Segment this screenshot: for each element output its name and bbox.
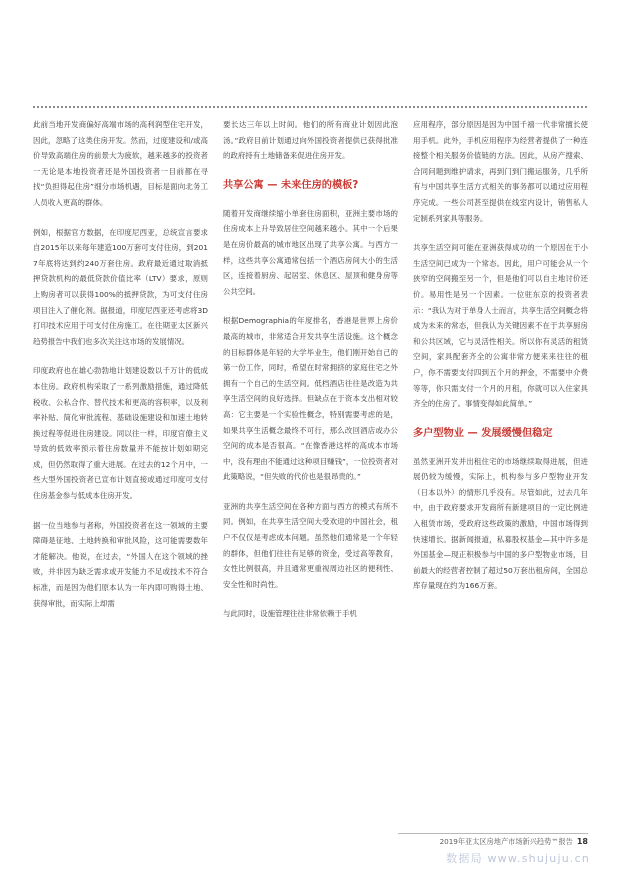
page-number: 18	[576, 837, 588, 846]
body-paragraph: 虽然亚洲开发并出租住宅的市场继续取得进展，但进展仍较为缓慢，实际上，机构参与多户型物业开发（日本以外）的情形几乎没有。尽管如此，过去几年中，由于政府要求开发商所有新建项目的一定比例进入租赁市场，受政府这些政策的激励，中国市场得到快速增长。据新闻报道，私募股权基金—其中许多是外国基金—现正积极参与中国的多户型物业市场，目前最大的经营者控制了超过50万套出租房间，全国总库存量现在约为166万套。	[413, 456, 588, 591]
watermark-text: 数据局 www.shujuju.cn	[446, 852, 590, 865]
body-paragraph: 据一位当地参与者称，外国投资者在这一领域的主要障碍是征地、土地转换和审批风险，这可能需要数年才能解决。他说，在过去，“外国人在这个领域的挫败，并非因为缺乏需求或开发能力不足或技术不符合标准，而是因为他们原本认为一年内即可购得土地、获得审批，而实际上却需	[33, 520, 208, 608]
footer-rule	[398, 833, 588, 834]
section-heading: 共享公寓 — 未来住房的模板?	[223, 179, 359, 191]
body-paragraph: 要长达三年以上时间。他们的所有商业计划因此泡汤。”政府目前计划通过向外国投资者提供已获得批准的政府持有土地储备来促进住房开发。	[223, 120, 398, 161]
page-footer	[440, 837, 588, 847]
section-heading: 多户型物业 — 发展缓慢但稳定	[413, 427, 553, 439]
body-paragraph: 根据Demographia的年度排名，香港是世界上房价最高的城市，非常适合开发共享生活设施。这个概念的目标群体是年轻的大学毕业生，他们刚开始自己的第一份工作，同时，希望在时常拥挤的家庭住宅之外拥有一个自己的生活空间。低档酒店往往是改造为共享生活空间的良好选择。但缺点在于资本支出相对较高：它主要是一个实验性概念，特别需要考虑的是，如果共享生活概念最终不可行，那么改回酒店或办公空间的成本是否很高。“在像香港这样的高成本市场中，没有理由不能通过这种项目赚钱”，一位投资者对此策略说，“但失败的代价也是很昂贵的。”	[223, 316, 398, 482]
header-dotted-rule	[33, 106, 587, 108]
body-paragraph: 共享生活空间可能在亚洲获得成功的一个原因在于小生活空间已成为一个常态。因此，用户可能会从一个狭窄的空间搬至另一个，但是他们可以自主地讨价还价。易用性是另一个因素。一位驻东京的投资者表示：“我认为对于单身人士而言，共享生活空间概念将成为未来的常态，但我认为关键因素不在于共享厨房和公共区域，它与灵活性相关。所以你有灵活的租赁空间，家具配套齐全的公寓非常方便来来往往的租户，你不需要支付四到五个月的押金，不需要中介费等等，你只需支付一个月的月租，你就可以入住家具齐全的住房了。事情变得如此简单。”	[413, 243, 588, 409]
text-column-3	[413, 117, 588, 608]
text-column-1	[33, 117, 208, 625]
body-paragraph: 此前当地开发商偏好高端市场的高利润型住宅开发，因此，忽略了这类住房开发。然而，过度建设和/或高价导致高端住房的前景大为疲软，越来越多的投资者一无论是本地投资者还是外国投资者一目前都在寻找“负担得起住房”细分市场机遇，目标是面向北务工人员收入更高的群体。	[33, 120, 208, 207]
body-paragraph: 例如，根据官方数据，在印度尼西亚，总统宣言要求自2015年以来每年建造100万套可支付住房，到2017年底将达到约240万套住房。政府最近通过取消抵押贷款机构的最低贷款价值比率（LTV）要求，原则上购房者可以获得100%的抵押贷款，为可支付住房项目注入了催化剂。据报道，印度尼西亚还考虑将3D打印技术应用于可支付住房施工。在往期亚太区新兴趋势报告中我们也多次关注这市场的发展情况。	[33, 227, 208, 346]
body-paragraph: 印度政府也在雄心勃勃地计划建设数以千万计的低成本住房。政府机构采取了一系列激励措施，通过降低税收、公私合作、替代技术和更高的容积率，以及利率补贴、简化审批流程、基础设施建设和加速土地转换过程等促进住房建设。同以往一样，印度官僚主义导致的低效率预示着住房数量并不能按计划如期完成，但仍然取得了重大进展。在过去的12个月中，一些大型外国投资者已宣布计划直接或通过印度可支付住房基金参与低成本住房开发。	[33, 366, 208, 501]
text-column-2	[223, 117, 398, 636]
body-paragraph: 应用程序，部分原因是因为中国千禧一代非常擅长使用手机。此外，手机应用程序为经营者提供了一种连接整个相关服务价值链的方法。因此，从房产搜索、合同问题到维护请求，再到门到门搬运服务，几乎所有与中国共享生活方式相关的事务都可以通过应用程序完成。一些公司甚至提供在线室内设计，销售私人定制系列家具等服务。	[413, 120, 588, 223]
body-paragraph: 与此同时，设施管理往往非常依赖于手机	[223, 609, 357, 619]
body-paragraph: 亚洲的共享生活空间在各种方面与西方的模式有所不同。例如，在共享生活空间大受欢迎的中国社会，租户不仅仅是考虑成本问题。虽然他们通常是一个年轻的群体，但他们往往有足够的资金，受过高等教育，女性比例很高，并且通常更重视周边社区的便利性、安全性和时尚性。	[223, 501, 398, 589]
footer-report-title: 2019年亚太区房地产市场新兴趋势™报告	[439, 837, 573, 846]
body-paragraph: 随着开发商继续缩小单套住房面积，亚洲主要市场的住房成本上升导致居住空间越来越小。其中一个后果是在房价最高的城市地区出现了共享公寓。与西方一样，这些共享公寓通常包括一个酒店房间大小的生活区，连接着厨房、起居室、休息区、屋顶和健身房等公共空间。	[223, 208, 398, 296]
